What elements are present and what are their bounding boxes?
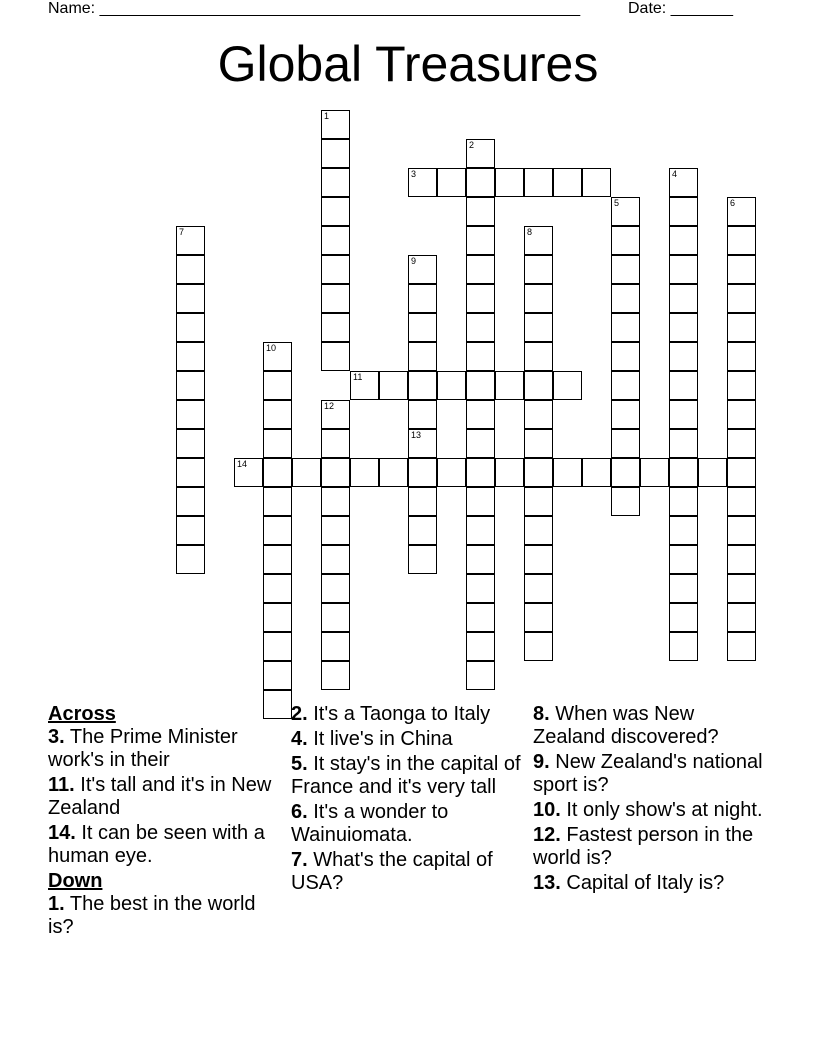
clue-number: 2 (469, 140, 475, 150)
grid-cell[interactable] (611, 197, 640, 226)
grid-cell[interactable] (669, 400, 698, 429)
puzzle-title: Global Treasures (217, 36, 599, 92)
grid-cell[interactable] (669, 168, 698, 197)
clue-section-heading: Down (48, 870, 103, 892)
clue-text: It's a wonder to Wainuiomata. (291, 801, 449, 846)
grid-cell[interactable] (321, 284, 350, 313)
grid-cell[interactable] (437, 458, 466, 487)
grid-cell[interactable] (669, 632, 698, 661)
grid-cell[interactable] (524, 574, 553, 603)
grid-cell[interactable] (524, 400, 553, 429)
clue-text: Fastest person in the world is? (533, 824, 754, 869)
grid-cell[interactable] (350, 458, 379, 487)
grid-cell[interactable] (408, 487, 437, 516)
clue-number: 11 (353, 372, 363, 382)
grid-cell[interactable] (321, 661, 350, 690)
grid-cell[interactable] (669, 255, 698, 284)
clues-column-1 (48, 703, 283, 941)
grid-cell[interactable] (727, 342, 756, 371)
clue-text: The Prime Minister work's in their (48, 726, 238, 771)
grid-cell[interactable] (234, 458, 263, 487)
grid-cell[interactable] (727, 197, 756, 226)
grid-cell[interactable] (176, 371, 205, 400)
grid-cell[interactable] (176, 313, 205, 342)
grid-cell[interactable] (524, 342, 553, 371)
clue-item (533, 872, 768, 895)
grid-cell[interactable] (495, 458, 524, 487)
grid-cell[interactable] (611, 400, 640, 429)
grid-cell[interactable] (350, 371, 379, 400)
clue-text: It live's in China (307, 728, 453, 750)
grid-cell[interactable] (524, 487, 553, 516)
grid-cell[interactable] (524, 516, 553, 545)
grid-cell[interactable] (263, 429, 292, 458)
clue-number: 1 (324, 111, 330, 121)
grid-cell[interactable] (611, 429, 640, 458)
clue-item (533, 799, 768, 822)
grid-cell[interactable] (263, 632, 292, 661)
grid-cell[interactable] (669, 226, 698, 255)
grid-cell[interactable] (669, 574, 698, 603)
clue-text: It only show's at night. (560, 799, 763, 821)
clue-text: When was New Zealand discovered? (533, 703, 719, 748)
clue-text: It's a Taonga to Italy (307, 703, 491, 725)
clue-text: It's tall and it's in New Zealand (48, 774, 272, 819)
grid-cell[interactable] (408, 516, 437, 545)
grid-cell[interactable] (669, 516, 698, 545)
date-field-label[interactable]: Date: _______ (628, 0, 733, 17)
clue-item (533, 824, 768, 870)
grid-cell[interactable] (466, 400, 495, 429)
grid-cell[interactable] (553, 371, 582, 400)
grid-cell[interactable] (408, 400, 437, 429)
grid-cell[interactable] (466, 168, 495, 197)
grid-cell[interactable] (524, 371, 553, 400)
grid-cell[interactable] (263, 545, 292, 574)
grid-cell[interactable] (727, 487, 756, 516)
grid-cell[interactable] (524, 458, 553, 487)
grid-cell[interactable] (263, 458, 292, 487)
clue-number: 10. (533, 799, 561, 821)
grid-cell[interactable] (379, 371, 408, 400)
grid-cell[interactable] (466, 429, 495, 458)
clue-text: It stay's in the capital of France and it's very tall (291, 753, 521, 798)
grid-cell[interactable] (466, 139, 495, 168)
grid-cell[interactable] (727, 255, 756, 284)
grid-cell[interactable] (466, 313, 495, 342)
grid-cell[interactable] (466, 487, 495, 516)
grid-cell[interactable] (466, 342, 495, 371)
clue-number: 5 (614, 198, 620, 208)
clue-number: 6. (291, 801, 308, 823)
grid-cell[interactable] (611, 226, 640, 255)
grid-cell[interactable] (176, 458, 205, 487)
grid-cell[interactable] (466, 371, 495, 400)
clue-item (48, 726, 283, 772)
grid-cell[interactable] (611, 255, 640, 284)
grid-cell[interactable] (466, 661, 495, 690)
clue-text: It can be seen with a human eye. (48, 822, 265, 867)
grid-cell[interactable] (553, 458, 582, 487)
clue-text: What's the capital of USA? (291, 849, 493, 894)
grid-cell[interactable] (727, 284, 756, 313)
grid-cell[interactable] (408, 458, 437, 487)
grid-cell[interactable] (176, 342, 205, 371)
grid-cell[interactable] (263, 574, 292, 603)
grid-cell[interactable] (466, 458, 495, 487)
grid-cell[interactable] (727, 574, 756, 603)
grid-cell[interactable] (176, 284, 205, 313)
clue-item (291, 753, 526, 799)
grid-cell[interactable] (524, 632, 553, 661)
clue-number: 7. (291, 849, 308, 871)
clue-text: New Zealand's national sport is? (533, 751, 763, 796)
grid-cell[interactable] (321, 574, 350, 603)
clue-item (533, 751, 768, 797)
grid-cell[interactable] (176, 226, 205, 255)
grid-cell[interactable] (321, 226, 350, 255)
grid-cell[interactable] (263, 342, 292, 371)
clue-number: 10 (266, 343, 277, 353)
clue-item (291, 703, 526, 726)
grid-cell[interactable] (466, 632, 495, 661)
clue-number: 9 (411, 256, 417, 266)
grid-cell[interactable] (524, 313, 553, 342)
clue-item (291, 849, 526, 895)
grid-cell[interactable] (408, 284, 437, 313)
clue-number: 14 (237, 459, 248, 469)
grid-cell[interactable] (727, 603, 756, 632)
grid-cell[interactable] (611, 284, 640, 313)
grid-cell[interactable] (408, 342, 437, 371)
grid-cell[interactable] (727, 516, 756, 545)
grid-cell[interactable] (321, 342, 350, 371)
grid-cell[interactable] (466, 516, 495, 545)
grid-cell[interactable] (466, 545, 495, 574)
grid-cell[interactable] (321, 139, 350, 168)
clue-item (48, 822, 283, 868)
grid-cell[interactable] (321, 603, 350, 632)
clues-column-3 (533, 703, 768, 897)
grid-cell[interactable] (321, 255, 350, 284)
grid-cell[interactable] (176, 516, 205, 545)
grid-cell[interactable] (263, 661, 292, 690)
grid-cell[interactable] (553, 168, 582, 197)
grid-cell[interactable] (321, 632, 350, 661)
grid-cell[interactable] (321, 313, 350, 342)
grid-cell[interactable] (263, 400, 292, 429)
clue-item (533, 703, 768, 749)
grid-cell[interactable] (466, 197, 495, 226)
grid-cell[interactable] (727, 313, 756, 342)
clue-item (48, 774, 283, 820)
clue-number: 8 (527, 227, 533, 237)
grid-cell[interactable] (669, 313, 698, 342)
grid-cell[interactable] (263, 371, 292, 400)
clue-item (291, 728, 526, 751)
clue-number: 12 (324, 401, 335, 411)
clue-number: 8. (533, 703, 550, 725)
grid-cell[interactable] (466, 603, 495, 632)
clue-item (48, 893, 283, 939)
grid-cell[interactable] (321, 458, 350, 487)
clue-number: 1. (48, 893, 65, 915)
grid-cell[interactable] (611, 458, 640, 487)
grid-cell[interactable] (669, 197, 698, 226)
grid-cell[interactable] (437, 371, 466, 400)
clue-item (291, 801, 526, 847)
name-field-label[interactable]: Name: ______________________________________________________ (48, 0, 581, 17)
grid-cell[interactable] (176, 545, 205, 574)
grid-cell[interactable] (669, 429, 698, 458)
grid-cell[interactable] (640, 458, 669, 487)
grid-cell[interactable] (176, 429, 205, 458)
grid-cell[interactable] (524, 429, 553, 458)
clue-number: 4 (672, 169, 678, 179)
grid-cell[interactable] (408, 545, 437, 574)
grid-cell[interactable] (727, 226, 756, 255)
grid-cell[interactable] (408, 255, 437, 284)
grid-cell[interactable] (669, 371, 698, 400)
grid-cell[interactable] (321, 168, 350, 197)
grid-cell[interactable] (466, 284, 495, 313)
grid-cell[interactable] (408, 371, 437, 400)
grid-cell[interactable] (524, 255, 553, 284)
clue-number: 2. (291, 703, 308, 725)
grid-cell[interactable] (582, 458, 611, 487)
grid-cell[interactable] (495, 371, 524, 400)
grid-cell[interactable] (524, 226, 553, 255)
grid-cell[interactable] (176, 400, 205, 429)
grid-cell[interactable] (669, 284, 698, 313)
grid-cell[interactable] (408, 313, 437, 342)
grid-cell[interactable] (611, 313, 640, 342)
grid-cell[interactable] (321, 487, 350, 516)
grid-cell[interactable] (263, 516, 292, 545)
grid-cell[interactable] (611, 487, 640, 516)
grid-cell[interactable] (379, 458, 408, 487)
grid-cell[interactable] (321, 197, 350, 226)
clue-text: Capital of Italy is? (560, 872, 725, 894)
clue-number: 6 (730, 198, 736, 208)
clue-number: 13 (411, 430, 422, 440)
grid-cell[interactable] (727, 429, 756, 458)
clue-number: 4. (291, 728, 308, 750)
grid-cell[interactable] (321, 545, 350, 574)
grid-cell[interactable] (292, 458, 321, 487)
grid-cell[interactable] (669, 603, 698, 632)
grid-cell[interactable] (321, 400, 350, 429)
clue-section-heading: Across (48, 703, 116, 725)
clue-number: 3. (48, 726, 65, 748)
grid-cell[interactable] (495, 168, 524, 197)
grid-cell[interactable] (437, 168, 466, 197)
grid-cell[interactable] (263, 603, 292, 632)
grid-cell[interactable] (727, 400, 756, 429)
clue-number: 12. (533, 824, 561, 846)
grid-cell[interactable] (466, 574, 495, 603)
clue-number: 13. (533, 872, 561, 894)
grid-cell[interactable] (408, 168, 437, 197)
clue-number: 11. (48, 774, 75, 796)
grid-cell[interactable] (466, 255, 495, 284)
grid-cell[interactable] (727, 371, 756, 400)
grid-cell[interactable] (524, 603, 553, 632)
grid-cell[interactable] (698, 458, 727, 487)
grid-cell[interactable] (263, 487, 292, 516)
grid-cell[interactable] (611, 371, 640, 400)
clue-number: 5. (291, 753, 308, 775)
grid-cell[interactable] (727, 545, 756, 574)
grid-cell[interactable] (176, 487, 205, 516)
grid-cell[interactable] (669, 458, 698, 487)
grid-cell[interactable] (321, 429, 350, 458)
clue-number: 7 (179, 227, 185, 237)
grid-cell[interactable] (408, 429, 437, 458)
clues-column-2 (291, 703, 526, 897)
grid-cell[interactable] (727, 458, 756, 487)
grid-cell[interactable] (466, 226, 495, 255)
grid-cell[interactable] (669, 545, 698, 574)
grid-cell[interactable] (524, 545, 553, 574)
clue-number: 3 (411, 169, 417, 179)
grid-cell[interactable] (321, 110, 350, 139)
clue-text: The best in the world is? (48, 893, 256, 938)
grid-cell[interactable] (524, 168, 553, 197)
grid-cell[interactable] (524, 284, 553, 313)
grid-cell[interactable] (321, 516, 350, 545)
grid-cell[interactable] (727, 632, 756, 661)
grid-cell[interactable] (669, 487, 698, 516)
grid-cell[interactable] (582, 168, 611, 197)
grid-cell[interactable] (669, 342, 698, 371)
grid-cell[interactable] (176, 255, 205, 284)
grid-cell[interactable] (611, 342, 640, 371)
clue-number: 14. (48, 822, 76, 844)
clue-number: 9. (533, 751, 550, 773)
